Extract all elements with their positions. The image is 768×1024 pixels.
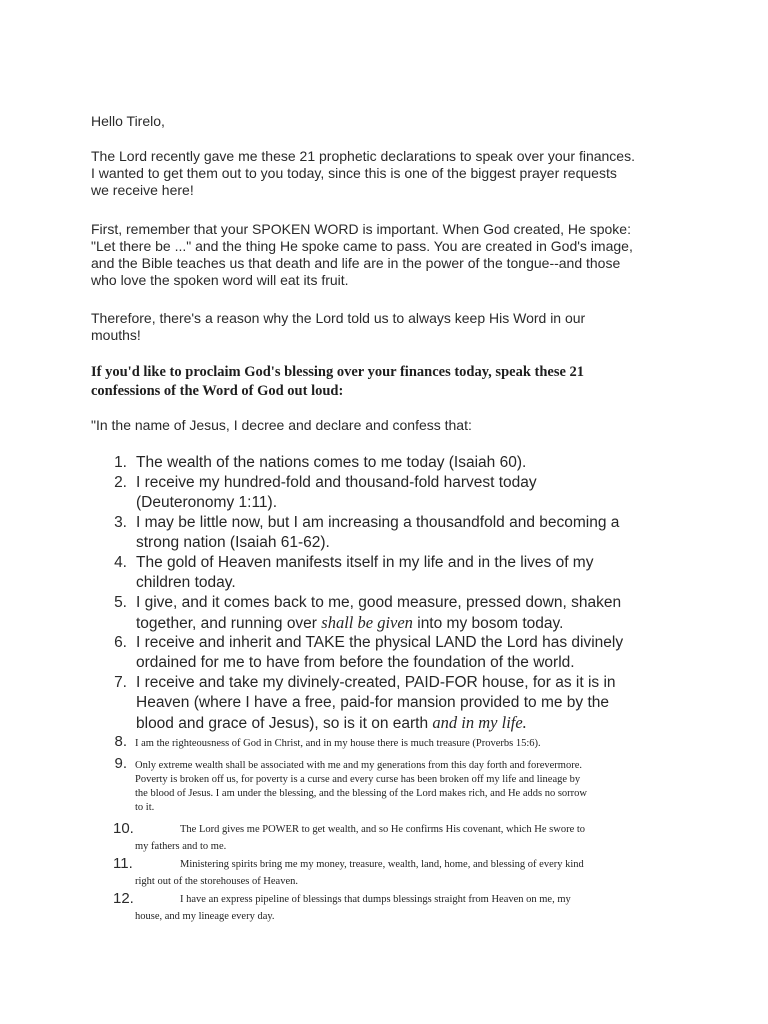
greeting: Hello Tirelo, (91, 113, 165, 129)
paragraph-line: we receive here! (91, 182, 194, 198)
list-line: I may be little now, but I am increasing a thousandfold and becoming a (136, 514, 620, 531)
text-run: blood and grace of Jesus), so is it on earth (136, 715, 433, 732)
list-line: The wealth of the nations comes to me today (Isaiah 60). (136, 454, 527, 471)
list-line (136, 613, 676, 634)
italic-run: and in my life. (432, 713, 527, 732)
paragraph-line: I wanted to get them out to you today, since this is one of the biggest prayer requests (91, 165, 617, 181)
list-line: I give, and it comes back to me, good measure, pressed down, shaken (136, 594, 622, 611)
list-line: right out of the storehouses of Heaven. (135, 876, 299, 887)
list-number: 6. (114, 634, 127, 651)
list-text (136, 513, 676, 553)
paragraph-line: "Let there be ..." and the thing He spoke came to pass. You are created in God's image, (91, 238, 633, 254)
paragraph-line: mouths! (91, 327, 141, 343)
list-line: Ministering spirits bring me my money, treasure, wealth, land, home, and blessing of every kind (180, 859, 584, 870)
list-line: The gold of Heaven manifests itself in my life and in the lives of my (136, 554, 594, 571)
bold-line: If you'd like to proclaim God's blessing over your finances today, speak these 21 (91, 364, 585, 380)
italic-run: shall be given (321, 613, 413, 632)
list-line: my fathers and to me. (135, 841, 227, 852)
list-text (135, 737, 690, 751)
paragraph-line: The Lord recently gave me these 21 prophetic declarations to speak over your finances. (91, 148, 635, 164)
list-number: 11. (113, 855, 133, 872)
list-number: 10. (113, 820, 134, 837)
list-number: 3. (114, 514, 127, 531)
list-text (136, 673, 676, 734)
list-line: Poverty is broken off us, for poverty is a curse and every curse has been broken off my life and lineage by (135, 774, 581, 785)
list-number: 2. (114, 474, 127, 491)
list-line: children today. (136, 574, 236, 591)
text-run: together, and running over (136, 615, 322, 632)
list-line: I receive and inherit and TAKE the physical LAND the Lord has divinely (136, 634, 624, 651)
paragraph-spoken-word (91, 221, 691, 289)
paragraph-intro (91, 148, 691, 199)
list-text (135, 891, 690, 925)
list-number: 7. (114, 674, 127, 691)
list-line: strong nation (Isaiah 61-62). (136, 534, 330, 551)
list-text (136, 453, 676, 473)
list-text (136, 593, 676, 634)
list-line: ordained for me to have from before the foundation of the world. (136, 654, 575, 671)
paragraph-line: Therefore, there's a reason why the Lord told us to always keep His Word in our (91, 310, 586, 326)
list-text (135, 821, 690, 855)
list-text (136, 553, 676, 593)
list-number: 9. (114, 755, 127, 772)
list-line: the blood of Jesus. I am under the blessing, and the blessing of the Lord makes rich, and He adds no sorrow (135, 788, 587, 799)
list-number: 1. (114, 454, 127, 471)
list-text (136, 473, 676, 513)
bold-line: confessions of the Word of God out loud: (91, 383, 344, 399)
text-run: into my bosom today. (412, 615, 564, 632)
paragraph-line: who love the spoken word will eat its fruit. (91, 272, 349, 288)
list-number: 5. (114, 594, 127, 611)
list-text (135, 856, 690, 890)
list-line: house, and my lineage every day. (135, 911, 275, 922)
list-line: Heaven (where I have a free, paid-for mansion provided to me by the (136, 694, 610, 711)
list-line: The Lord gives me POWER to get wealth, and so He confirms His covenant, which He swore to (180, 824, 586, 835)
list-line: to it. (135, 802, 155, 813)
list-text (136, 633, 676, 673)
list-number: 12. (113, 890, 134, 907)
list-line (136, 713, 676, 734)
list-text (135, 759, 690, 815)
list-line: Only extreme wealth shall be associated with me and my generations from this day forth and forevermore. (135, 760, 582, 771)
paragraph-therefore (91, 310, 691, 344)
list-number: 8. (114, 733, 127, 750)
list-line: I receive my hundred-fold and thousand-fold harvest today (136, 474, 537, 491)
paragraph-line: and the Bible teaches us that death and life are in the power of the tongue--and those (91, 255, 621, 271)
bold-call-to-action (91, 363, 691, 401)
list-line: I am the righteousness of God in Christ, and in my house there is much treasure (Proverbs 15:6). (135, 738, 541, 749)
declaration-intro: "In the name of Jesus, I decree and declare and confess that: (91, 417, 472, 433)
list-line: I receive and take my divinely-created, PAID-FOR house, for as it is in (136, 674, 616, 691)
list-line: (Deuteronomy 1:11). (136, 494, 277, 511)
paragraph-line: First, remember that your SPOKEN WORD is important. When God created, He spoke: (91, 221, 631, 237)
list-line: I have an express pipeline of blessings that dumps blessings straight from Heaven on me, my (180, 894, 571, 905)
list-number: 4. (114, 554, 127, 571)
